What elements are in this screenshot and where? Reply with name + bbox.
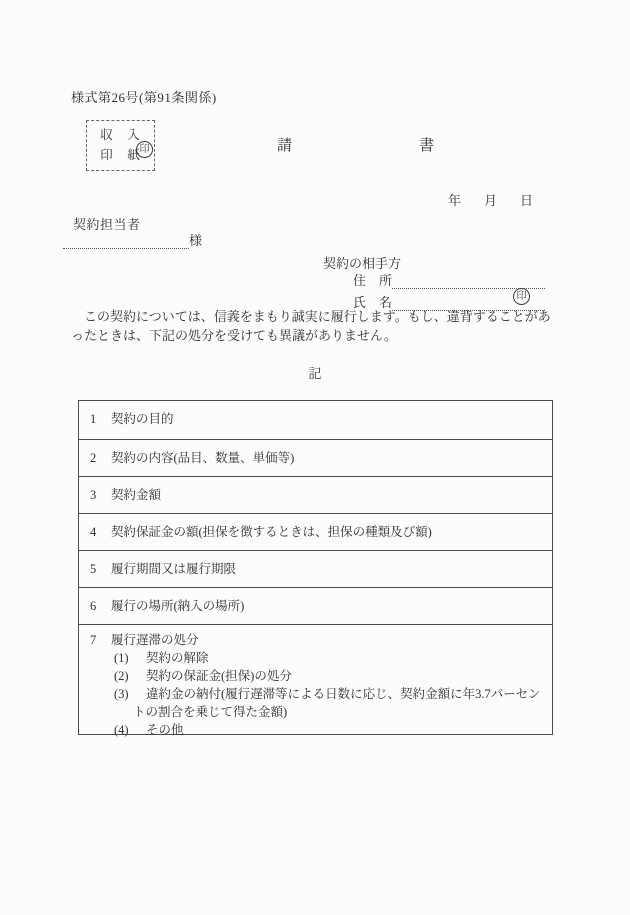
honorific-label: 様	[189, 233, 203, 248]
table-row	[79, 401, 552, 439]
list-item	[114, 649, 544, 667]
counterparty-address-row	[353, 270, 545, 289]
date-line	[448, 190, 533, 209]
counterparty-heading: 契約の相手方	[323, 256, 402, 271]
name-label: 氏 名	[353, 295, 393, 310]
list-item	[114, 721, 544, 739]
delay-measures-list	[114, 649, 544, 739]
note-heading: 記	[308, 366, 322, 381]
revenue-stamp-line1: 収 入	[100, 127, 141, 142]
row-number: 1	[90, 412, 97, 426]
subitem-number: (3)	[114, 687, 129, 701]
row-number: 3	[90, 488, 97, 502]
table-row	[79, 439, 552, 476]
row-number: 6	[90, 599, 97, 613]
form-number: 様式第26号(第91条関係)	[71, 90, 217, 105]
row-text: 履行期間又は履行期限	[111, 562, 237, 576]
year-label: 年	[448, 193, 462, 208]
table-row-delay-measures	[79, 624, 552, 737]
page-title	[277, 134, 434, 155]
revenue-stamp-line2: 印 紙	[100, 148, 141, 163]
row-number: 2	[90, 451, 97, 465]
address-blank[interactable]	[392, 272, 545, 289]
row-text: 契約の内容(品目、数量、単価等)	[111, 451, 295, 465]
row-number: 7	[90, 633, 97, 647]
list-item	[114, 685, 544, 721]
month-label: 月	[484, 193, 498, 208]
title-char-right: 書	[419, 138, 435, 154]
subitem-number: (2)	[114, 669, 129, 683]
row-text: 契約の目的	[111, 412, 174, 426]
revenue-stamp-box[interactable]	[86, 120, 155, 171]
row-text: 契約保証金の額(担保を徴するときは、担保の種類及び額)	[111, 525, 432, 539]
list-item	[114, 667, 544, 685]
subitem-text: 契約の保証金(担保)の処分	[146, 669, 292, 683]
row-number: 5	[90, 562, 97, 576]
day-label: 日	[520, 193, 534, 208]
address-label: 住 所	[353, 273, 393, 288]
row-text: 履行遅滞の処分	[111, 633, 199, 647]
subitem-number: (1)	[114, 651, 129, 665]
row-number: 4	[90, 525, 97, 539]
addressee-label: 契約担当者	[73, 217, 141, 232]
conditions-table	[78, 400, 553, 735]
subitem-number: (4)	[114, 723, 129, 737]
pledge-paragraph: この契約については、信義をまもり誠実に履行します。もし、違背することがあったときは、下記の処分を受けても異議がありません。	[71, 309, 551, 343]
seal-icon: 印	[136, 141, 153, 158]
subitem-text: 契約の解除	[146, 651, 209, 665]
title-char-left: 請	[277, 138, 293, 154]
subitem-text: その他	[146, 723, 184, 737]
seal-icon: 印	[513, 288, 530, 305]
addressee-name-blank[interactable]	[63, 234, 189, 249]
addressee-name-line	[63, 230, 202, 249]
subitem-text: 違約金の納付(履行遅滞等による日数に応じ、契約金額に年3.7パーセントの割合を乗じて得た金額)	[133, 687, 541, 719]
row-text: 履行の場所(納入の場所)	[111, 599, 245, 613]
table-row	[79, 476, 552, 513]
table-row	[79, 513, 552, 550]
table-row	[79, 587, 552, 624]
table-row	[79, 550, 552, 587]
row-text: 契約金額	[111, 488, 162, 502]
